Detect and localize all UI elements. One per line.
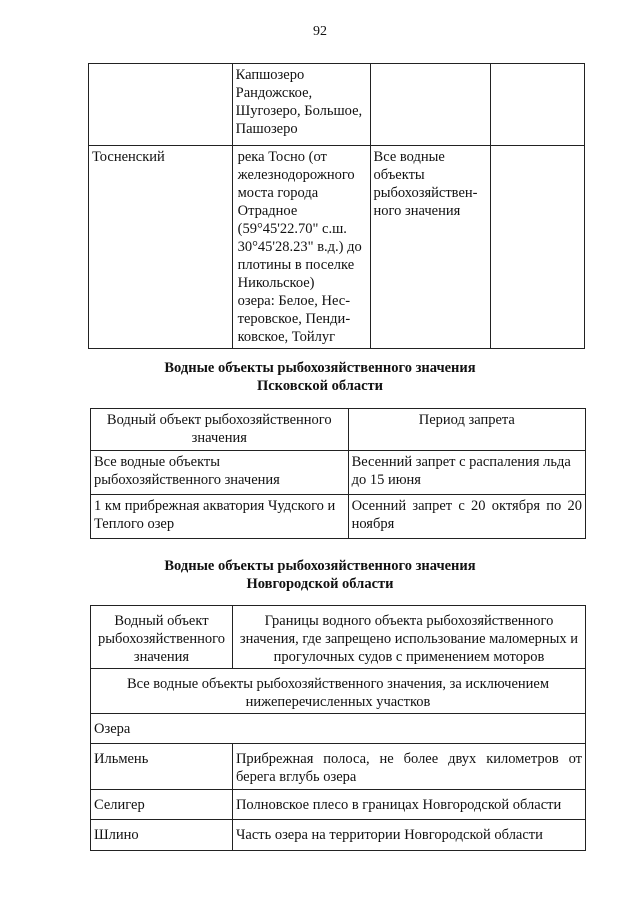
text-line: Пашозеро [235, 121, 298, 137]
table-header-row [91, 409, 586, 451]
text-line: (59°45'22.70" с.ш. [237, 221, 347, 237]
text-line: железнодорожного [237, 167, 355, 183]
boundary-cell: Полновское плесо в границах Новгородской области [232, 790, 585, 820]
table-header-row [91, 606, 586, 669]
pskov-table [90, 408, 586, 539]
table-row [91, 451, 586, 495]
lakes-subheader: Озера [91, 714, 586, 744]
object-cell: Шлино [91, 820, 233, 851]
table-row [89, 64, 585, 146]
period-cell [491, 64, 585, 146]
objects-cell [370, 146, 491, 349]
novgorod-heading [0, 557, 640, 593]
column-header: Границы водного объекта рыбохозяйственного значения, где запрещено использование маломерных и прогулочных судов с применением моторов [232, 606, 585, 669]
table-row [91, 495, 586, 539]
text-line: плотины в поселке [237, 257, 355, 273]
period-cell [491, 146, 585, 349]
novgorod-table [90, 605, 586, 851]
water-bodies-cell [232, 146, 370, 349]
pskov-heading [0, 359, 640, 395]
column-header: Водный объект рыбохозяйственного значения [91, 409, 349, 451]
period-cell: Осенний запрет с 20 октября по 20 ноября [348, 495, 585, 539]
column-header: Водный объект рыбохозяйственного значения [91, 606, 233, 669]
text-line: объекты [373, 167, 425, 183]
text-line: река Тосно (от [237, 149, 327, 165]
table-row [91, 744, 586, 790]
heading-line: Новгородской области [246, 576, 394, 592]
heading-line: Водные объекты рыбохозяйственного значения [164, 558, 476, 574]
period-cell: Весенний запрет с распаления льда до 15 июня [348, 451, 585, 495]
district-cell [89, 64, 233, 146]
objects-cell [370, 64, 491, 146]
text-line: Все водные [373, 149, 445, 165]
page-number: 92 [313, 24, 327, 39]
text-line: Капшозеро [235, 67, 305, 83]
object-cell: Ильмень [91, 744, 233, 790]
object-cell: Селигер [91, 790, 233, 820]
text-line: теровское, Пенди- [237, 311, 351, 327]
table-row [91, 790, 586, 820]
text-line: Рандожское, [235, 85, 313, 101]
text-line: Шугозеро, Большое, [235, 103, 363, 119]
boundary-cell: Часть озера на территории Новгородской области [232, 820, 585, 851]
text-line: рыбохозяйствен- [373, 185, 478, 201]
boundary-cell: Прибрежная полоса, не более двух километров от берега вглубь озера [232, 744, 585, 790]
text-line: моста города [237, 185, 319, 201]
object-cell: Все водные объекты рыбохозяйственного значения [91, 451, 349, 495]
water-bodies-cell [232, 64, 370, 146]
heading-line: Водные объекты рыбохозяйственного значения [164, 360, 476, 376]
table-row [91, 669, 586, 714]
column-header: Период запрета [348, 409, 585, 451]
heading-line: Псковской области [256, 378, 384, 394]
all-objects-cell: Все водные объекты рыбохозяйственного значения, за исключением нижеперечисленных участков [91, 669, 586, 714]
text-line: ковское, Тойлуг [237, 329, 336, 345]
text-line: Никольское) [237, 275, 315, 291]
text-line: ного значения [373, 203, 461, 219]
text-line: 30°45'28.23" в.д.) до [237, 239, 362, 255]
table-row [91, 820, 586, 851]
district-cell: Тосненский [89, 146, 233, 349]
object-cell: 1 км прибрежная акватория Чудского и Теплого озер [91, 495, 349, 539]
district-water-table [88, 63, 585, 349]
text-line: озера: Белое, Нес- [237, 293, 351, 309]
text-line: Отрадное [237, 203, 298, 219]
table-row [89, 146, 585, 349]
table-row [91, 714, 586, 744]
